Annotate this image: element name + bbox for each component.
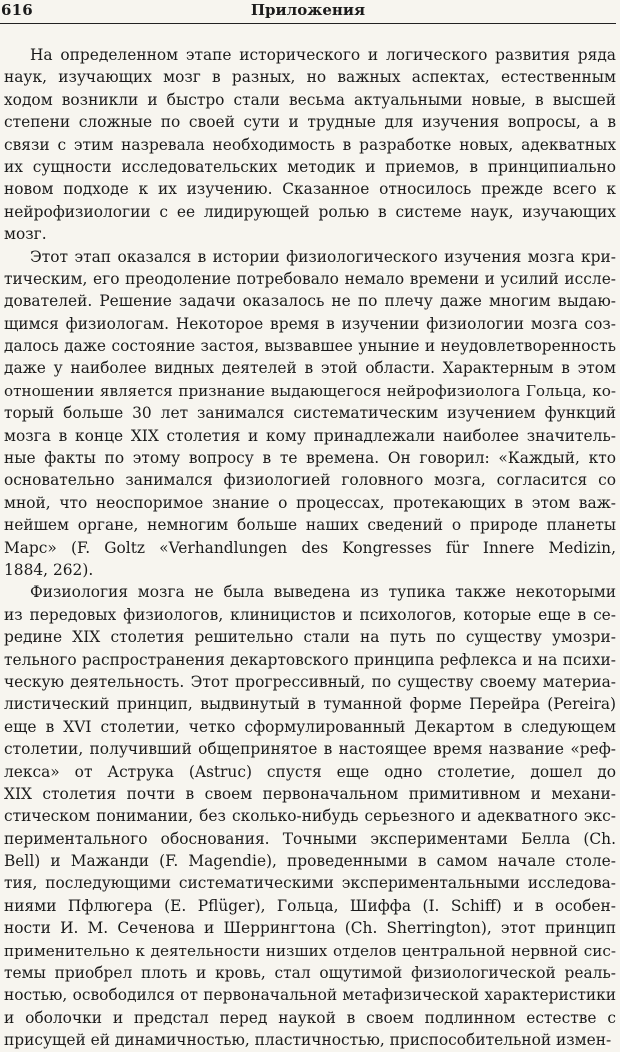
body-text bbox=[4, 44, 616, 1052]
text-line: ческую деятельность. Этот прогрессивный, по существу своему материа- bbox=[4, 672, 616, 691]
text-line: мной, что неоспоримое знание о процессах, протекающих в этом важ- bbox=[4, 493, 616, 512]
text-line: На определенном этапе исторического и логического развития ряда bbox=[30, 46, 616, 64]
text-line: стическом понимании, без сколько-нибудь серьезного и адекватного экс- bbox=[4, 807, 616, 826]
text-line: нейрофизиологии с ее лидирующей ролью в системе наук, изучающих bbox=[4, 202, 616, 221]
text-line: и оболочки и предстал перед наукой в своем подлинном естестве с bbox=[4, 1008, 616, 1027]
text-line: Этот этап оказался в истории физиологического изучения мозга кри- bbox=[30, 247, 616, 266]
text-line: Марс» (F. Goltz «Verhandlungen des Kongresses für Innere Medizin, bbox=[4, 538, 616, 557]
text-line: щимся физиологам. Некоторое время в изучении физиологии мозга соз- bbox=[4, 314, 616, 333]
text-line: еще в XVI столетии, четко сформулированный Декартом в следующем bbox=[4, 717, 616, 736]
text-line: 1884, 262). bbox=[4, 560, 94, 579]
paragraph bbox=[4, 44, 616, 246]
text-line: новом подходе к их изучению. Сказанное относилось прежде всего к bbox=[4, 180, 616, 199]
page-header bbox=[0, 0, 616, 22]
text-line: их сущности исследовательских методик и приемов, в принципиально bbox=[4, 157, 616, 176]
text-line: дователей. Решение задачи оказалось не по плечу даже многим выдаю- bbox=[4, 292, 616, 311]
text-line: тическим, его преодоление потребовало немало времени и усилий иссле- bbox=[4, 269, 616, 288]
text-line: ностью, освободился от первоначальной метафизической характеристики bbox=[4, 986, 616, 1005]
text-line: Bell) и Мажанди (F. Magendie), проведенными в самом начале столе- bbox=[4, 852, 616, 871]
text-line: листический принцип, выдвинутый в туманной форме Перейра (Pereira) bbox=[4, 695, 616, 714]
text-line: ходом возникли и быстро стали весьма актуальными новые, в высшей bbox=[4, 90, 616, 109]
text-line: ные факты по этому вопросу в те времена. Он говорил: «Каждый, кто bbox=[4, 449, 616, 468]
text-line: из передовых физиологов, клиницистов и психологов, которые еще в се- bbox=[4, 605, 616, 624]
page-number: 616 bbox=[1, 1, 33, 19]
running-title: Приложения bbox=[250, 1, 366, 19]
text-line: наук, изучающих мозг в разных, но важных аспектах, естественным bbox=[4, 68, 616, 87]
text-line: основательно занимался физиологией головного мозга, согласится со bbox=[4, 471, 616, 490]
text-line: темы приобрел плоть и кровь, стал ощутимой физиологической реаль- bbox=[4, 964, 616, 983]
text-line: нейшем органе, немногим больше наших сведений о природе планеты bbox=[4, 516, 616, 535]
text-line: далось даже состояние застоя, вызвавшее уныние и неудовлетворенность bbox=[4, 337, 616, 356]
text-line: торый больше 30 лет занимался систематическим изучением функций bbox=[4, 404, 616, 423]
text-line: мозг. bbox=[4, 225, 47, 244]
text-line: редине XIX столетия решительно стали на путь по существу умозри- bbox=[4, 628, 616, 647]
text-line: связи с этим назревала необходимость в разработке новых, адекватных bbox=[4, 135, 616, 154]
text-line: применительно к деятельности низших отделов центральной нервной сис- bbox=[4, 941, 616, 960]
text-line: мозга в конце XIX столетия и кому принадлежали наиболее значитель- bbox=[4, 426, 616, 445]
text-line: ности И. М. Сеченова и Шеррингтона (Ch. Sherrington), этот принцип bbox=[4, 919, 616, 938]
paragraph bbox=[4, 246, 616, 582]
header-rule bbox=[0, 23, 616, 24]
text-line: ниями Пфлюгера (E. Pflüger), Гольца, Шиффа (I. Schiff) и в особен- bbox=[4, 896, 616, 915]
text-line: столетии, получивший общепринятое в настоящее время название «реф- bbox=[4, 740, 616, 759]
text-line: отношении является признание выдающегося нейрофизиолога Гольца, ко- bbox=[4, 381, 616, 400]
text-line: XIX столетия почти в своем первоначальном примитивном и механи- bbox=[4, 784, 616, 803]
paragraph bbox=[4, 581, 616, 1051]
text-line: степени сложные по своей сути и трудные для изучения вопросы, а в bbox=[4, 113, 616, 132]
text-line: тия, последующими систематическими экспериментальными исследова- bbox=[4, 874, 616, 893]
text-line: периментального обоснования. Точными экспериментами Белла (Ch. bbox=[4, 829, 616, 848]
text-line: Физиология мозга не была выведена из тупика также некоторыми bbox=[30, 583, 616, 602]
text-line: лекса» от Аструка (Astruc) спустя еще одно столетие, дошел до bbox=[4, 762, 616, 781]
text-line: тельного распространения декартовского принципа рефлекса и на психи- bbox=[4, 650, 616, 669]
text-line: присущей ей динамичностью, пластичностью, приспособительной измен- bbox=[4, 1031, 612, 1050]
text-line: даже у наиболее видных деятелей в этой области. Характерным в этом bbox=[4, 359, 616, 378]
